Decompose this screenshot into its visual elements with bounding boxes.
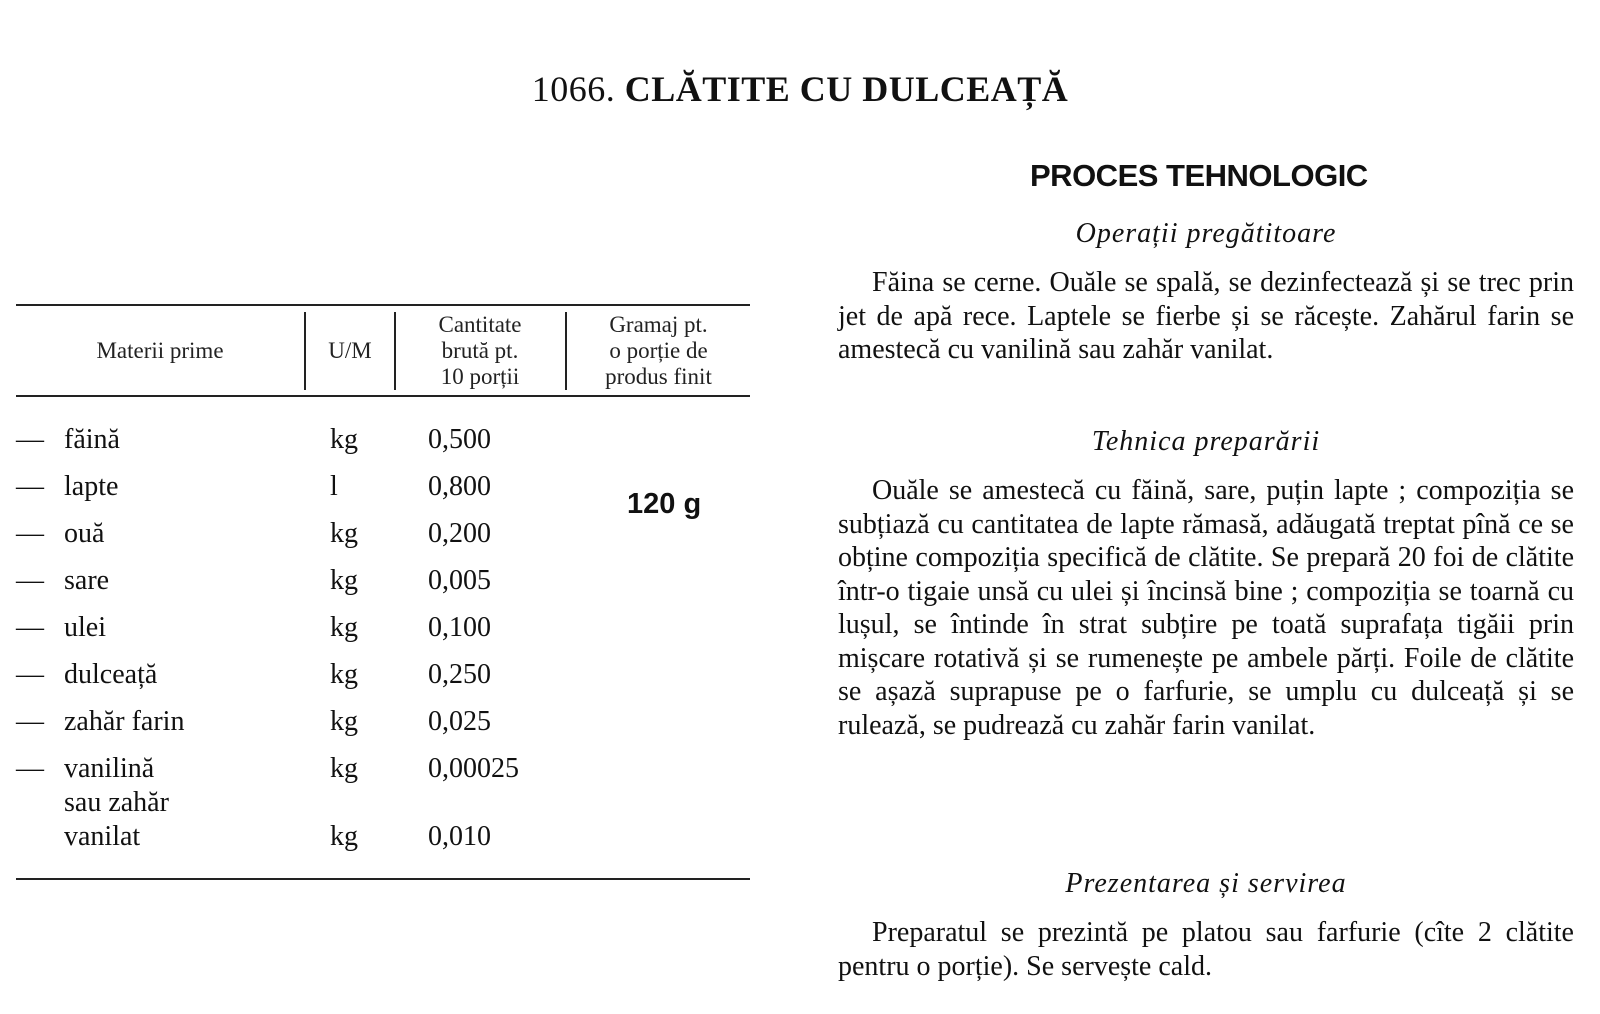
- row-unit: l: [330, 471, 338, 502]
- section-text-preparatory: Făina se cerne. Ouăle se spală, se dezinfectează și se trec prin jet de apă rece. Laptele se fierbe și se răcește. Zahărul farin se amestecă cu vanilină sau zahăr vanilat.: [838, 267, 1574, 365]
- table-bottom-rule: [16, 878, 750, 880]
- row-dash: —: [16, 424, 44, 455]
- row-qty: 0,010: [428, 821, 491, 852]
- row-name: lapte: [64, 471, 119, 502]
- row-qty: 0,500: [428, 424, 491, 455]
- row-name: ulei: [64, 612, 106, 643]
- row-name: ouă: [64, 518, 105, 549]
- row-name: sare: [64, 565, 110, 596]
- row-name: zahăr farin: [64, 706, 185, 737]
- row-qty: 0,005: [428, 565, 491, 596]
- recipe-number: 1066.: [531, 69, 616, 109]
- header-unit-text: U/M: [328, 338, 372, 363]
- row-qty: 0,025: [428, 706, 491, 737]
- row-qty: 0,800: [428, 471, 491, 502]
- row-name: vanilină: [64, 753, 155, 784]
- section-text-technique: Ouăle se amestecă cu făină, sare, puțin lapte ; compoziția se subțiază cu cantitatea de lapte rămasă, adăugată treptat pînă ce se obține compoziția specifică de clătite. Se prepară 20 foi de clătite într-o tigaie unsă cu ulei și încinsă bine ; compoziția se toarnă cu lușul, se întinde în strat subțire pe toată suprafața tigăii prin mișcare rotativă și se rumenește pe ambele părți. Foile de clătite se așază suprapuse pe o farfurie, se umplu cu dulceață și se rulează, se pudrează cu zahăr farin vanilat.: [838, 475, 1574, 741]
- header-gramaj-line3: produs finit: [605, 364, 712, 389]
- row-name: vanilat: [64, 821, 141, 852]
- row-name-continuation: sau zahăr: [64, 787, 169, 818]
- table-row: [16, 564, 576, 604]
- table-row: [16, 470, 576, 510]
- row-dash: —: [16, 518, 44, 549]
- header-quantity-line2: brută pt.: [441, 338, 519, 363]
- table-top-rule: [16, 304, 750, 306]
- header-materials: [16, 338, 304, 364]
- table-row: [16, 705, 576, 745]
- row-unit: kg: [330, 565, 358, 596]
- row-qty: 0,250: [428, 659, 491, 690]
- header-gramaj-line2: o porție de: [609, 338, 708, 363]
- section-heading-serving: Prezentarea și servirea: [1065, 868, 1347, 899]
- table-row: [16, 658, 576, 698]
- recipe-title: [0, 68, 1600, 110]
- table-row: [16, 423, 576, 463]
- table-row: [16, 517, 576, 557]
- row-qty: 0,200: [428, 518, 491, 549]
- header-gramaj-line1: Gramaj pt.: [609, 312, 708, 337]
- row-dash: —: [16, 565, 44, 596]
- row-unit: kg: [330, 518, 358, 549]
- row-name: dulceață: [64, 659, 158, 690]
- header-materials-text: Materii prime: [96, 338, 224, 363]
- recipe-name: CLĂTITE CU DULCEAȚĂ: [624, 69, 1069, 109]
- header-quantity: [396, 312, 564, 390]
- header-unit: [306, 338, 394, 364]
- row-unit: kg: [330, 659, 358, 690]
- header-gramaj: [567, 312, 750, 390]
- row-dash: —: [16, 471, 44, 502]
- row-unit: kg: [330, 753, 358, 784]
- row-unit: kg: [330, 612, 358, 643]
- row-unit: kg: [330, 821, 358, 852]
- header-quantity-line1: Cantitate: [438, 312, 522, 337]
- row-unit: kg: [330, 706, 358, 737]
- section-text-serving: Preparatul se prezintă pe platou sau farfurie (cîte 2 clătite pentru o porție). Se servește cald.: [838, 917, 1574, 982]
- gramaj-value: 120 g: [627, 488, 702, 520]
- section-heading-technique: Tehnica preparării: [1091, 426, 1321, 457]
- row-name: făină: [64, 424, 120, 455]
- row-unit: kg: [330, 424, 358, 455]
- process-title: PROCES TEHNOLOGIC: [1030, 158, 1368, 193]
- row-dash: —: [16, 706, 44, 737]
- table-header-rule: [16, 395, 750, 397]
- row-qty: 0,100: [428, 612, 491, 643]
- header-quantity-line3: 10 porții: [440, 364, 520, 389]
- row-dash: —: [16, 753, 44, 784]
- section-heading-preparatory: Operații pregătitoare: [1075, 218, 1337, 249]
- table-row: [16, 820, 576, 860]
- row-dash: —: [16, 612, 44, 643]
- row-dash: —: [16, 659, 44, 690]
- row-qty: 0,00025: [428, 753, 519, 784]
- table-row: [16, 611, 576, 651]
